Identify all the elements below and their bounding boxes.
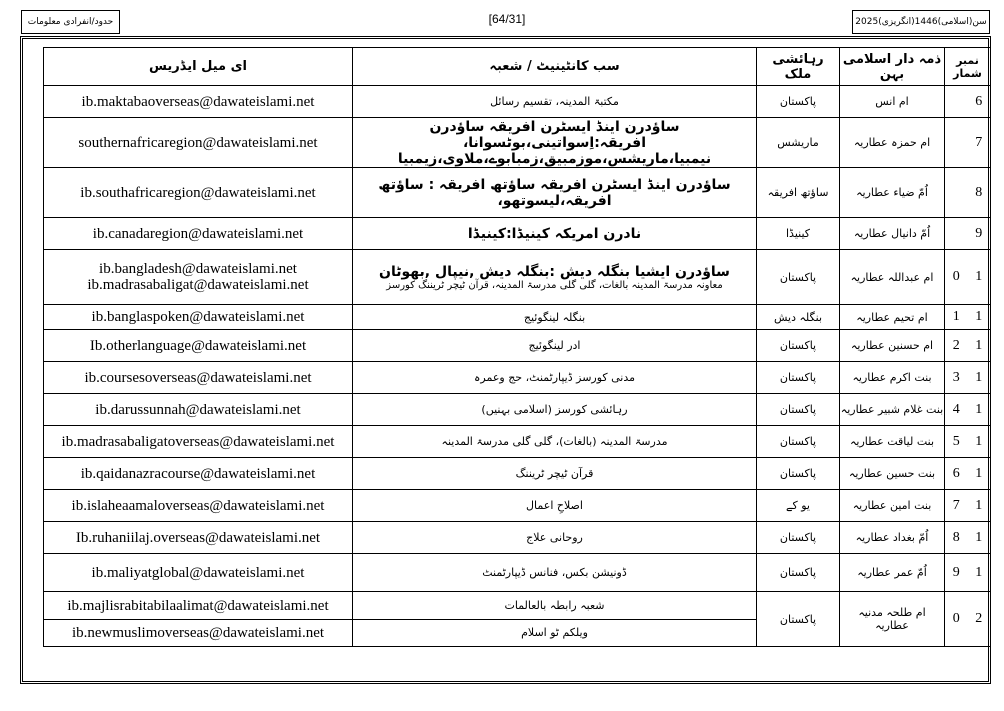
email-cell — [44, 218, 353, 250]
serial-digit-left: 1 — [975, 337, 983, 353]
email-cell — [44, 490, 353, 522]
department-line: ساؤدرن اینڈ ایسٹرن افریقہ ساؤتھ افریقہ : ساؤتھ افریقہ،لیسوتھو، — [378, 176, 731, 209]
email-cell — [44, 522, 353, 554]
table-row — [44, 362, 991, 394]
email-address[interactable]: ib.southafricaregion@dawateislami.net — [80, 184, 316, 201]
serial-digit-right: 0 — [952, 611, 960, 626]
serial-digit-left: 1 — [975, 309, 983, 324]
department-cell — [353, 86, 757, 118]
serial-cell — [945, 250, 991, 305]
email-cell — [44, 330, 353, 362]
department-cell — [353, 330, 757, 362]
table-row — [44, 592, 991, 647]
serial-cell — [945, 362, 991, 394]
serial-cell — [945, 490, 991, 522]
email-address[interactable]: Ib.ruhaniilaj.overseas@dawateislami.net — [75, 529, 321, 546]
email-address[interactable]: ib.majlisrabitabilaalimat@dawateislami.net — [67, 597, 329, 614]
email-address[interactable]: ib.maliyatglobal@dawateislami.net — [91, 564, 305, 581]
department-line: نادرن امریکہ کینیڈا:کینیڈا — [467, 225, 642, 242]
country-cell: پاکستان — [757, 362, 840, 394]
table-row — [44, 250, 991, 305]
department-line: نیمبیا،ماریشس،موزمبیق،زمبابوے،ملاوی،زیمبیا — [397, 150, 712, 167]
serial-digit-right: 3 — [952, 369, 960, 385]
responsible-cell: ام عبداللہ عطاریہ — [840, 250, 945, 305]
header-right-text: سن(اسلامی)1446(انگریزی)2025 — [855, 17, 987, 27]
email-address[interactable]: ib.coursesoverseas@dawateislami.net — [84, 369, 312, 386]
country-cell: پاکستان — [757, 592, 840, 647]
table-body — [44, 86, 991, 647]
department-cell — [353, 250, 757, 305]
email-cell — [44, 592, 353, 647]
responsible-cell: بنت امین عطاریہ — [840, 490, 945, 522]
country-cell: پاکستان — [757, 522, 840, 554]
table-row — [44, 458, 991, 490]
table-row — [44, 86, 991, 118]
department-cell — [353, 426, 757, 458]
responsible-cell: ام حمزہ عطاریہ — [840, 118, 945, 168]
table-row — [44, 118, 991, 168]
table-row — [44, 522, 991, 554]
email-cell — [44, 250, 353, 305]
responsible-cell: ام تحیم عطاریہ — [840, 305, 945, 330]
department-line: ڈونیشن بکس، فنانس ڈیپارٹمنٹ — [482, 566, 627, 579]
department-cell — [353, 522, 757, 554]
header-serial: نمبر شمار — [945, 48, 991, 86]
country-cell: کینیڈا — [757, 218, 840, 250]
serial-digit-right: 9 — [952, 564, 960, 580]
serial-digit-right: 6 — [952, 465, 960, 481]
serial-cell — [945, 458, 991, 490]
department-cell — [353, 490, 757, 522]
country-cell: پاکستان — [757, 86, 840, 118]
serial-digit-left: 6 — [975, 93, 983, 109]
country-cell: پاکستان — [757, 394, 840, 426]
country-cell: پاکستان — [757, 554, 840, 592]
country-cell: ماریشس — [757, 118, 840, 168]
table-row — [44, 394, 991, 426]
email-address[interactable]: ib.maktabaoverseas@dawateislami.net — [81, 93, 315, 110]
department-line: روحانی علاج — [526, 531, 583, 544]
country-cell: یو کے — [757, 490, 840, 522]
email-address[interactable]: ib.islaheaamaloverseas@dawateislami.net — [71, 497, 325, 514]
serial-cell — [945, 522, 991, 554]
department-line: رہائشی کورسز (اسلامی بہنیں) — [481, 403, 628, 416]
email-address[interactable]: ib.newmuslimoverseas@dawateislami.net — [44, 619, 352, 646]
email-address[interactable]: ib.madrasabaligat@dawateislami.net — [87, 277, 309, 293]
serial-cell — [945, 218, 991, 250]
department-cell — [353, 458, 757, 490]
country-cell: بنگلہ دیش — [757, 305, 840, 330]
table-row — [44, 490, 991, 522]
department-line: اصلاحِ اعمال — [526, 499, 583, 512]
email-address[interactable]: Ib.otherlanguage@dawateislami.net — [89, 337, 307, 354]
email-cell — [44, 394, 353, 426]
serial-digit-right: 8 — [952, 529, 960, 545]
table-row — [44, 305, 991, 330]
country-cell: ساؤتھ افریقہ — [757, 168, 840, 218]
serial-digit-right: 4 — [952, 401, 960, 417]
responsible-cell: اُمّ دانیال عطاریہ — [840, 218, 945, 250]
email-cell — [44, 86, 353, 118]
header-responsible: ذمہ دار اسلامی بہن — [840, 48, 945, 86]
department-line: ویلکم ٹو اسلام — [353, 619, 756, 646]
serial-cell — [945, 118, 991, 168]
email-address[interactable]: ib.bangladesh@dawateislami.net — [99, 261, 297, 277]
serial-cell — [945, 330, 991, 362]
department-line: مکتبۃ المدینہ، تقسیم رسائل — [490, 95, 619, 108]
responsible-cell: اُمّ بغداد عطاریہ — [840, 522, 945, 554]
department-line: ساؤدرن ایشیا بنگلہ دیش :بنگلہ دیش ,نیپال ,بھوٹان — [379, 263, 730, 280]
serial-cell — [945, 394, 991, 426]
responsible-cell: ام حسنین عطاریہ — [840, 330, 945, 362]
serial-digit-left: 1 — [975, 564, 983, 580]
header-left-label — [21, 10, 120, 34]
serial-cell — [945, 305, 991, 330]
serial-digit-right: 5 — [952, 433, 960, 449]
page-number: [64/31] — [488, 12, 526, 26]
email-address[interactable]: ib.madrasabaligatoverseas@dawateislami.net — [61, 433, 335, 450]
serial-cell — [945, 554, 991, 592]
serial-digit-left: 8 — [975, 184, 983, 200]
department-cell — [353, 554, 757, 592]
email-cell — [44, 426, 353, 458]
department-line: مدرسۃ المدینہ (بالغات)، گلی گلی مدرسۃ المدینہ — [441, 435, 668, 448]
email-address[interactable]: ib.canadaregion@dawateislami.net — [92, 225, 304, 242]
table-row — [44, 426, 991, 458]
responsible-cell: اُمّ ضیاء عطاریہ — [840, 168, 945, 218]
header-email: ای میل ایڈریس — [44, 48, 353, 86]
department-cell — [353, 592, 757, 647]
department-line: ادر لینگوئیج — [528, 339, 581, 352]
email-address[interactable]: ib.darussunnah@dawateislami.net — [95, 401, 301, 418]
serial-cell — [945, 592, 991, 647]
header-right-label — [852, 10, 990, 34]
serial-digit-left: 1 — [975, 497, 983, 513]
serial-digit-left: 1 — [975, 529, 983, 545]
country-cell: پاکستان — [757, 426, 840, 458]
serial-digit-left: 1 — [975, 269, 983, 284]
department-line: شعبہ رابطہ بالعالمات — [504, 598, 605, 612]
serial-digit-right: 1 — [952, 309, 960, 324]
responsible-cell: بنت غلام شبیر عطاریہ — [840, 394, 945, 426]
serial-digit-left: 1 — [975, 369, 983, 385]
serial-cell — [945, 426, 991, 458]
email-cell — [44, 305, 353, 330]
serial-cell — [945, 86, 991, 118]
table-row — [44, 168, 991, 218]
serial-digit-right: 7 — [952, 497, 960, 513]
responsible-cell: بنت حسین عطاریہ — [840, 458, 945, 490]
department-line: ساؤدرن اینڈ ایسٹرن افریقہ ساؤدرن افریقہ:اِسواتینی،بوٹسوانا، — [429, 118, 680, 151]
serial-digit-left: 1 — [975, 433, 983, 449]
email-cell — [44, 458, 353, 490]
serial-digit-right: 2 — [952, 337, 960, 353]
serial-digit-left: 2 — [975, 611, 983, 626]
country-cell: پاکستان — [757, 458, 840, 490]
table-row — [44, 554, 991, 592]
country-cell: پاکستان — [757, 330, 840, 362]
department-line: مدنی کورسز ڈیپارٹمنٹ، حج وعمرہ — [473, 371, 636, 384]
email-cell — [44, 554, 353, 592]
header-left-text: حدود/انفرادی معلومات — [27, 17, 114, 27]
header-country: رہائشی ملک — [757, 48, 840, 86]
serial-digit-left: 9 — [975, 225, 983, 241]
table-row — [44, 330, 991, 362]
department-line: بنگلہ لینگوئیج — [523, 310, 586, 324]
email-address[interactable]: southernafricaregion@dawateislami.net — [78, 134, 318, 151]
contacts-table — [43, 47, 991, 647]
email-cell — [44, 362, 353, 394]
email-cell — [44, 118, 353, 168]
email-address[interactable]: ib.qaidanazracourse@dawateislami.net — [80, 465, 316, 482]
serial-digit-left: 1 — [975, 401, 983, 417]
serial-digit-left: 7 — [975, 134, 983, 150]
email-address[interactable]: ib.banglaspoken@dawateislami.net — [91, 309, 305, 325]
department-line: قرآن ٹیچر ٹریننگ — [515, 467, 594, 480]
email-cell — [44, 168, 353, 218]
department-cell — [353, 362, 757, 394]
serial-digit-right: 0 — [952, 269, 960, 284]
serial-digit-left: 1 — [975, 465, 983, 481]
department-cell — [353, 305, 757, 330]
responsible-cell: ام انس — [840, 86, 945, 118]
department-cell — [353, 168, 757, 218]
table-row — [44, 218, 991, 250]
responsible-cell: ام طلحہ مدنیہ عطاریہ — [840, 592, 945, 647]
department-cell — [353, 218, 757, 250]
responsible-cell: بنت اکرم عطاریہ — [840, 362, 945, 394]
country-cell: پاکستان — [757, 250, 840, 305]
department-cell — [353, 394, 757, 426]
responsible-cell: بنت لیاقت عطاریہ — [840, 426, 945, 458]
table-header-row — [44, 48, 991, 86]
header-department: سب کانٹینیٹ / شعبہ — [353, 48, 757, 86]
department-line: معاونہ مدرسۃ المدینہ بالغات، گلی گلی مدرسۃ المدینہ، قرآن ٹیچر ٹریننگ کورسز — [386, 279, 723, 291]
serial-cell — [945, 168, 991, 218]
department-cell — [353, 118, 757, 168]
responsible-cell: اُمّ عمر عطاریہ — [840, 554, 945, 592]
